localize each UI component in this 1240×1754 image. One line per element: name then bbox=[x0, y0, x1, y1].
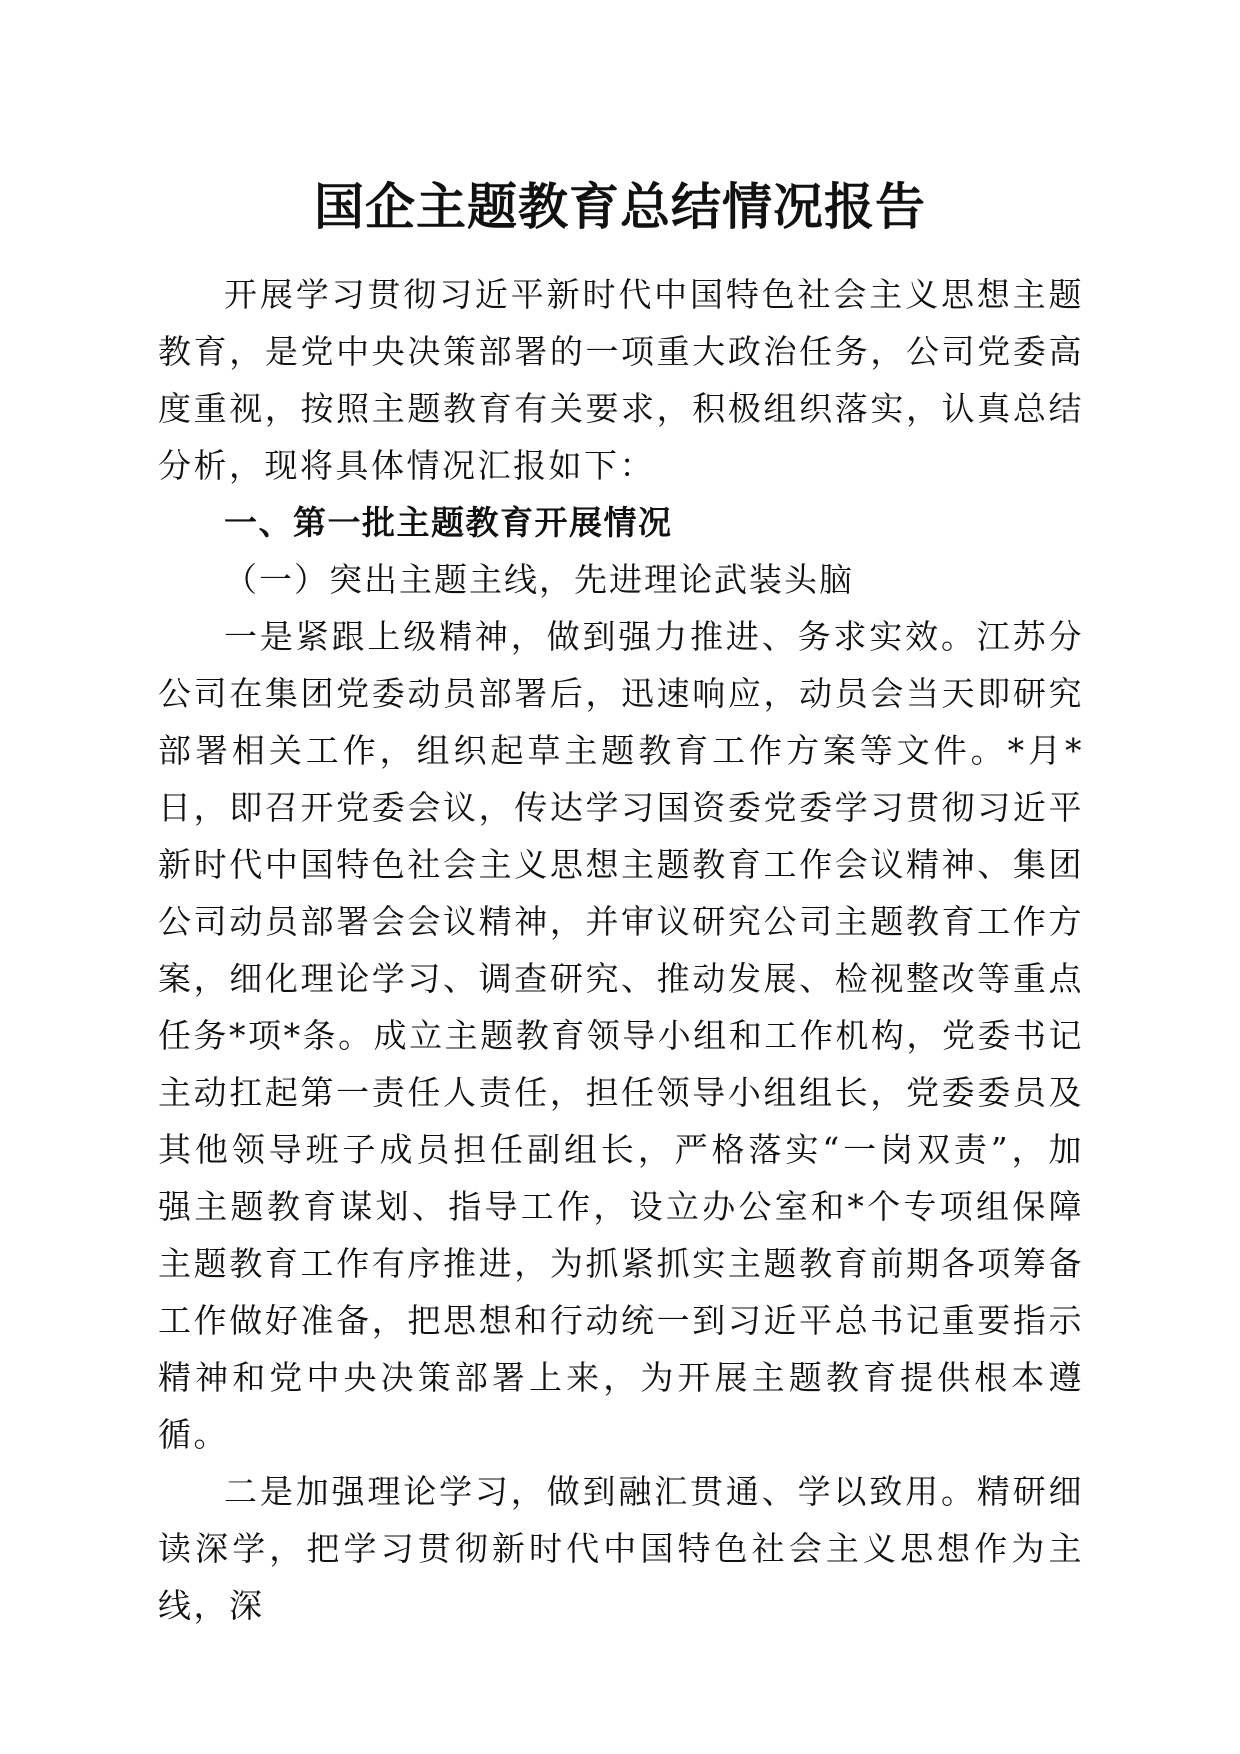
intro-paragraph: 开展学习贯彻习近平新时代中国特色社会主义思想主题教育，是党中央决策部署的一项重大政治任务，公司党委高度重视，按照主题教育有关要求，积极组织落实，认真总结分析，现将具体情况汇报如下： bbox=[158, 275, 1084, 485]
subsection-heading-1: （一）突出主题主线，先进理论武装头脑 bbox=[224, 560, 854, 599]
body-paragraph-1: 一是紧跟上级精神，做到强力推进、务求实效。江苏分公司在集团党委动员部署后，迅速响应，动员会当天即研究部署相关工作，组织起草主题教育工作方案等文件。*月*日，即召开党委会议，传达学习国资委党委学习贯彻习近平新时代中国特色社会主义思想主题教育工作会议精神、集团公司动员部署会会议精神，并审议研究公司主题教育工作方案，细化理论学习、调查研究、推动发展、检视整改等重点任务*项*条。成立主题教育领导小组和工作机构，党委书记主动扛起第一责任人责任，担任领导小组组长，党委委员及其他领导班子成员担任副组长，严格落实“一岗双责”，加强主题教育谋划、指导工作，设立办公室和*个专项组保障主题教育工作有序推进，为抓紧抓实主题教育前期各项筹备工作做好准备，把思想和行动统一到习近平总书记重要指示精神和党中央决策部署上来，为开展主题教育提供根本遵循。 bbox=[158, 617, 1084, 1454]
document-title: 国企主题教育总结情况报告 bbox=[314, 177, 926, 236]
body-paragraph-2: 二是加强理论学习，做到融汇贯通、学以致用。精研细读深学，把学习贯彻新时代中国特色社会主义思想作为主线，深 bbox=[158, 1472, 1084, 1625]
document-body bbox=[158, 266, 1084, 1634]
section-heading-1: 一、第一批主题教育开展情况 bbox=[224, 503, 673, 542]
